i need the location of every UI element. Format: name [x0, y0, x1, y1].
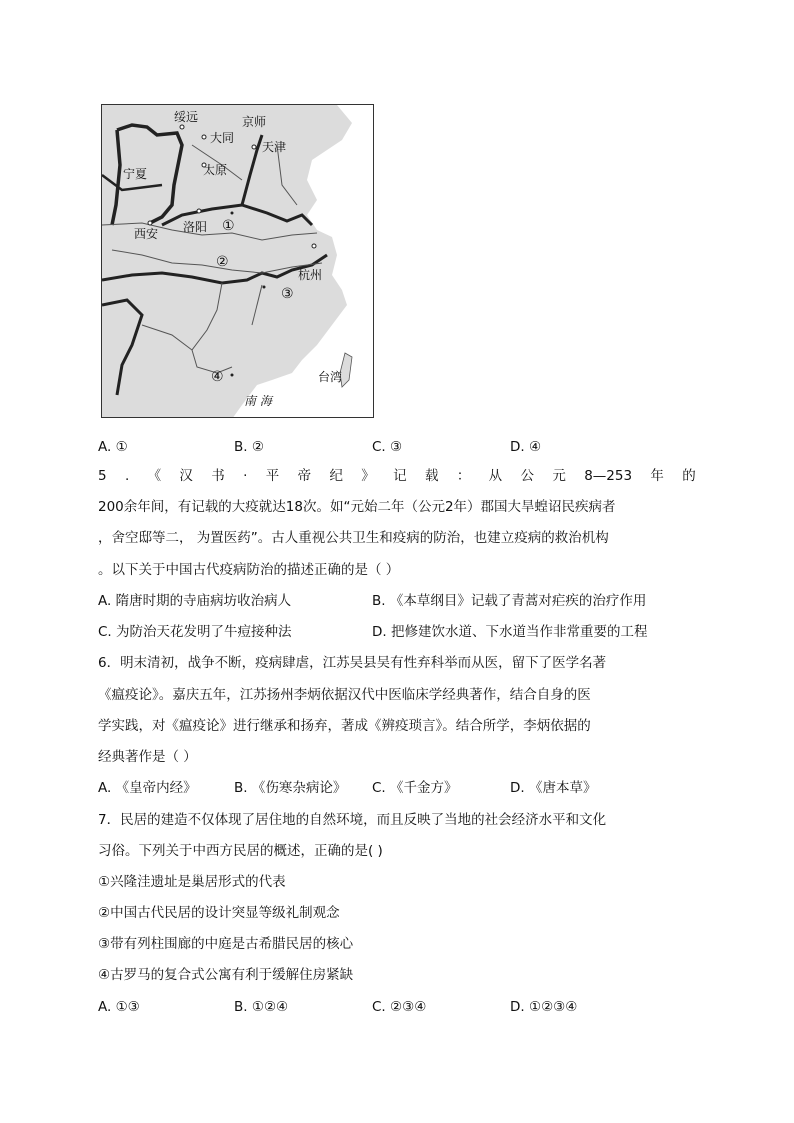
- map-label-xian: 西安: [134, 227, 159, 241]
- map-label-tianjin: 天津: [262, 140, 287, 154]
- q4-option-c: C. ③: [372, 439, 403, 455]
- q6-line-2: 《瘟疫论》。嘉庆五年，江苏扬州李炳依据汉代中医临床学经典著作，结合自身的医: [98, 687, 591, 703]
- map-label-datong: 大同: [210, 131, 235, 145]
- q5-option-b: B. 《本草纲目》记载了青蒿对疟疾的治疗作用: [372, 593, 647, 609]
- q6-option-b: B. 《伤寒杂病论》: [234, 780, 347, 796]
- q7-option-d: D. ①②③④: [510, 999, 578, 1015]
- q5-line-1-token: 载: [424, 468, 439, 484]
- q5-line-1-token: 《: [147, 468, 162, 484]
- q5-line-1-token: .: [124, 468, 130, 484]
- q6-option-c: C. 《千金方》: [372, 780, 458, 796]
- q7-statement-3: ③带有列柱围廊的中庭是古希腊民居的核心: [98, 936, 354, 952]
- q5-line-2: 200余年间，有记载的大疫就达18次。如“元始二年（公元2年）郡国大旱蝗诏民疾病者: [98, 499, 616, 515]
- q6-line-3: 学实践，对《瘟疫论》进行继承和扬弃，著成《辨疫琐言》。结合所学，李炳依据的: [98, 718, 591, 734]
- map-label-luoyang: 洛阳: [183, 220, 208, 234]
- map-marker-1: ①: [222, 218, 235, 234]
- q5-line-4: 。以下关于中国古代疫病防治的描述正确的是（ ）: [98, 562, 400, 578]
- q7-statement-2: ②中国古代民居的设计突显等级礼制观念: [98, 905, 340, 921]
- q6-line-1: 6．明末清初，战争不断，疫病肆虐，江苏吴县吴有性弃科举而从医，留下了医学名著: [98, 655, 607, 671]
- q5-line-1-token: 》: [361, 468, 375, 484]
- q7-statement-1: ①兴隆洼遗址是巢居形式的代表: [98, 874, 286, 890]
- q5-line-1-token: 纪: [329, 468, 343, 484]
- q4-option-d: D. ④: [510, 439, 542, 455]
- q5-line-1-token: 记: [393, 468, 407, 484]
- map-label-suiyuan: 绥远: [174, 110, 199, 124]
- map-label-taiwan: 台湾: [318, 370, 343, 384]
- map-label-nanhai: 南 海: [244, 394, 272, 408]
- q5-line-1-token: 平: [265, 468, 280, 484]
- q5-line-1-token: 元: [552, 468, 566, 484]
- map-label-jingshi: 京师: [242, 115, 267, 129]
- map-marker-2: ②: [216, 254, 229, 270]
- q5-option-c: C. 为防治天花发明了牛痘接种法: [98, 624, 292, 640]
- map-label-taiyuan: 太原: [203, 163, 228, 177]
- q5-line-1-token: ：: [456, 468, 471, 484]
- map-label-ningxia: 宁夏: [123, 167, 148, 181]
- map-marker-4: ④: [211, 369, 224, 385]
- q7-option-a: A. ①③: [98, 999, 140, 1015]
- q7-line-2: 习俗。下列关于中西方民居的概述，正确的是( ): [98, 843, 383, 859]
- q5-line-1-token: 年: [650, 468, 664, 484]
- map-label-hangzhou: 杭州: [298, 268, 323, 282]
- q4-option-a: A. ①: [98, 439, 128, 455]
- map-marker-3: ③: [281, 286, 294, 302]
- q5-line-1-token: 的: [682, 468, 696, 484]
- q5-option-a: A. 隋唐时期的寺庙病坊收治病人: [98, 593, 292, 609]
- q6-line-4: 经典著作是（ ）: [98, 749, 197, 765]
- q5-line-1: [98, 470, 696, 484]
- map-figure: [101, 104, 374, 418]
- q5-line-1-token: 汉: [179, 468, 193, 484]
- q5-line-1-token: 从: [488, 468, 503, 484]
- q6-option-a: A. 《皇帝内经》: [98, 780, 197, 796]
- q5-line-1-token: 8—253: [584, 468, 633, 484]
- q7-option-b: B. ①②④: [234, 999, 289, 1015]
- q4-option-b: B. ②: [234, 439, 264, 455]
- q5-line-1-token: ·: [243, 468, 248, 484]
- q7-line-1: 7．民居的建造不仅体现了居住地的自然环境，而且反映了当地的社会经济水平和文化: [98, 812, 607, 828]
- q5-line-3: ，舍空邸等二， 为置医药”。古人重视公共卫生和疫病的防治，也建立疫病的救治机构: [98, 530, 609, 546]
- q7-option-c: C. ②③④: [372, 999, 427, 1015]
- q5-line-1-token: 书: [211, 468, 225, 484]
- q7-statement-4: ④古罗马的复合式公寓有利于缓解住房紧缺: [98, 967, 354, 983]
- q5-line-1-token: 帝: [297, 468, 312, 484]
- q5-line-1-token: 公: [520, 468, 534, 484]
- q5-option-d: D. 把修建饮水道、下水道当作非常重要的工程: [372, 624, 648, 640]
- q5-line-1-token: 5: [98, 468, 107, 484]
- q6-option-d: D. 《唐本草》: [510, 780, 597, 796]
